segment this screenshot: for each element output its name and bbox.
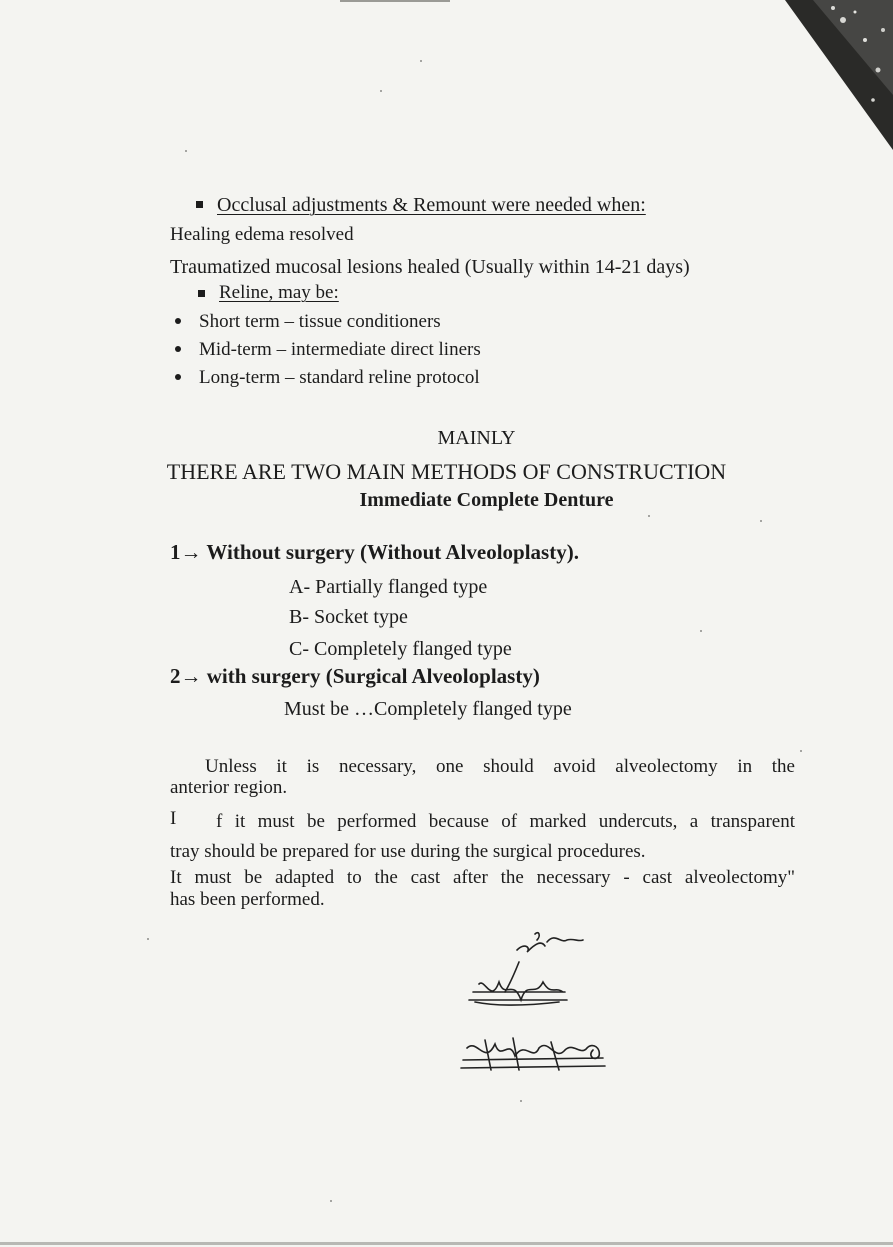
title-denture: Immediate Complete Denture: [359, 489, 614, 511]
speck: [800, 750, 802, 752]
method-1-type-a: A- Partially flanged type: [289, 576, 488, 598]
method-2-label: 2→ with surgery (Surgical Alveoloplasty): [170, 664, 540, 688]
reline-heading: Reline, may be:: [219, 282, 339, 303]
speck: [700, 630, 702, 632]
speck: [760, 520, 762, 522]
paragraph-2-lead: I: [170, 808, 177, 829]
reline-item-2: Mid-term – intermediate direct liners: [199, 339, 481, 360]
reline-item-3: Long-term – standard reline protocol: [199, 367, 480, 388]
speck: [380, 90, 382, 92]
paragraph-3-line-2: has been performed.: [170, 889, 325, 910]
paragraph-3-line-1: It must be adapted to the cast after the necessary - cast alveolectomy": [170, 867, 795, 888]
occlusal-line-2: Traumatized mucosal lesions healed (Usually within 14-21 days): [170, 256, 690, 278]
page-corner-shadow: [773, 0, 893, 150]
method-1-type-c: C- Completely flanged type: [289, 638, 512, 660]
bullet-dot-icon: [175, 318, 181, 324]
speck: [185, 150, 187, 152]
speck: [648, 515, 650, 517]
paragraph-1-line-2: anterior region.: [170, 777, 288, 798]
method-1-label: 1→ Without surgery (Without Alveoloplasty).: [170, 540, 579, 564]
speck: [330, 1200, 332, 1202]
occlusal-line-1: Healing edema resolved: [170, 224, 354, 245]
reline-item-1: Short term – tissue conditioners: [199, 311, 441, 332]
paragraph-1-line-1: Unless it is necessary, one should avoid alveolectomy in the: [205, 756, 795, 777]
method-2-note: Must be …Completely flanged type: [284, 698, 572, 720]
speck: [147, 938, 149, 940]
handwritten-signature-icon: [455, 920, 615, 1085]
paragraph-2-line-2: tray should be prepared for use during the surgical procedures.: [170, 841, 646, 862]
bullet-dot-icon: [175, 346, 181, 352]
title-methods: THERE ARE TWO MAIN METHODS OF CONSTRUCTION: [166, 459, 727, 484]
method-1-type-b: B- Socket type: [289, 606, 408, 628]
top-edge-line: [340, 0, 450, 2]
speck: [420, 60, 422, 62]
occlusal-heading: Occlusal adjustments & Remount were needed when:: [217, 194, 646, 216]
bullet-dot-icon: [175, 374, 181, 380]
speck: [520, 1100, 522, 1102]
paragraph-2-line-1: f it must be performed because of marked undercuts, a transparent: [216, 811, 795, 832]
square-bullet-icon: [196, 201, 203, 208]
square-bullet-icon: [198, 290, 205, 297]
bottom-edge-line: [0, 1242, 893, 1245]
title-mainly: MAINLY: [437, 427, 516, 449]
